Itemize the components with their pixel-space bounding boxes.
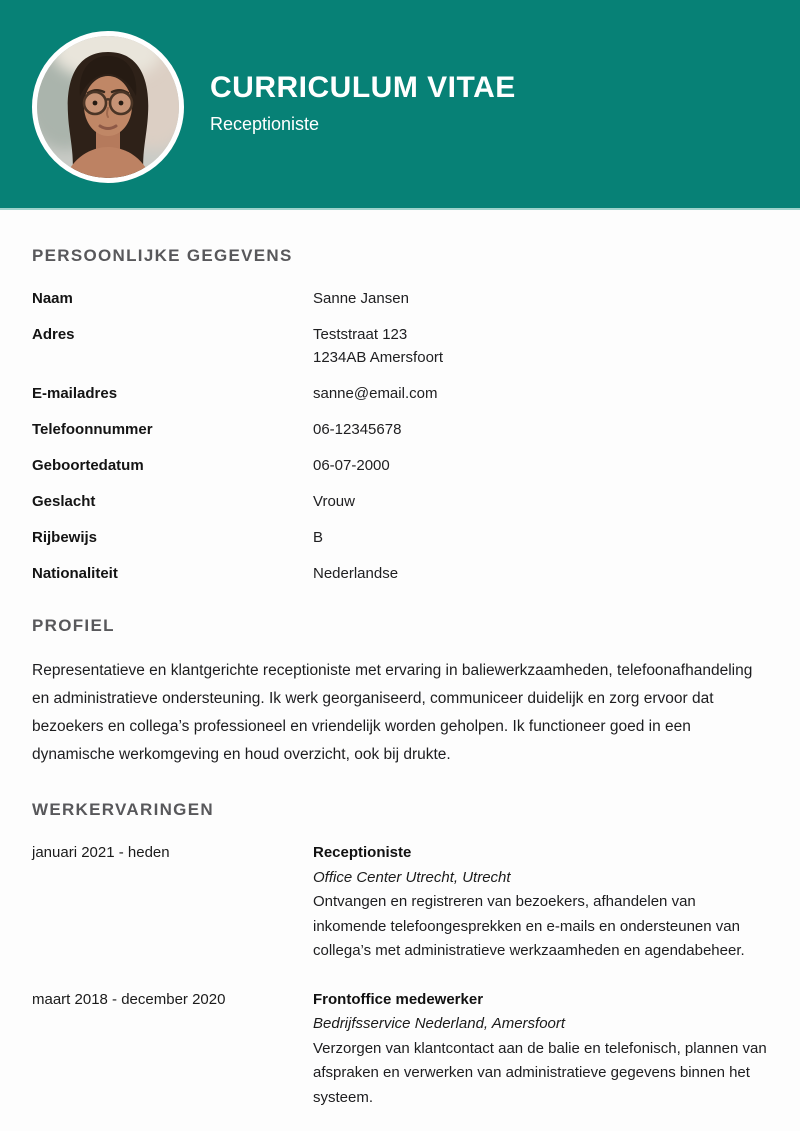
personal-row <box>32 454 768 477</box>
section-heading-profile: PROFIEL <box>32 616 115 635</box>
personal-row-value: Teststraat 123 1234AB Amersfoort <box>313 326 444 366</box>
personal-row-label: Geboortedatum <box>32 457 144 474</box>
personal-row <box>32 418 768 441</box>
section-heading-personal: PERSOONLIJKE GEGEVENS <box>32 246 293 265</box>
portrait-illustration <box>37 36 179 178</box>
experience-details <box>313 841 768 964</box>
personal-row-value: 06-12345678 <box>313 421 402 438</box>
page-title: CURRICULUM VITAE <box>210 71 516 104</box>
page-subtitle: Receptioniste <box>210 113 320 134</box>
personal-row-label: Naam <box>32 290 73 307</box>
personal-row-label: Nationaliteit <box>32 565 118 582</box>
experience-company: Office Center Utrecht, Utrecht <box>313 868 511 886</box>
personal-row-value: Sanne Jansen <box>313 290 409 307</box>
personal-row <box>32 526 768 549</box>
personal-row-value: B <box>313 529 324 546</box>
experience-description: Verzorgen van klantcontact aan de balie en telefonisch, plannen van afspraken en verwerken van administratieve gegevens binnen het systeem. <box>313 1039 767 1106</box>
section-personal <box>32 246 768 585</box>
experience-entry <box>32 988 768 1111</box>
experience-company: Bedrijfsservice Nederland, Amersfoort <box>313 1015 566 1032</box>
experience-period: januari 2021 - heden <box>32 844 170 861</box>
personal-row <box>32 490 768 513</box>
personal-row-value: Vrouw <box>313 493 355 510</box>
profile-photo <box>32 31 184 183</box>
experience-entry <box>32 841 768 964</box>
personal-row-label: Telefoonnummer <box>32 421 153 438</box>
cv-body <box>0 210 800 1110</box>
experience-description: Ontvangen en registreren van bezoekers, afhandelen van inkomende telefoongesprekken en e-mails en ondersteunen van collega’s met administratieve werkzaamheden en agendabeheer. <box>313 893 745 959</box>
personal-rows <box>32 287 768 585</box>
personal-row <box>32 287 768 310</box>
personal-row-label: Geslacht <box>32 493 96 510</box>
section-profile <box>32 616 768 769</box>
personal-row <box>32 382 768 405</box>
personal-row <box>32 323 768 369</box>
personal-row-value: 06-07-2000 <box>313 457 390 474</box>
section-experience <box>32 800 768 1110</box>
personal-row-label: E-mailadres <box>32 385 118 402</box>
header-band <box>0 0 800 210</box>
experience-role: Receptioniste <box>313 844 412 861</box>
personal-row-value: sanne@email.com <box>313 385 438 402</box>
profile-text: Representatieve en klantgerichte receptioniste met ervaring in baliewerkzaamheden, telefoonafhandeling en administratieve ondersteuning. Ik werk georganiseerd, communiceer duidelijk en zorg ervoor dat bezoekers en collega’s professioneel en vriendelijk worden geholpen. Ik functioneer goed in een dynamische werkomgeving en houd overzicht, ook bij drukte. <box>32 662 753 763</box>
personal-row-label: Rijbewijs <box>32 529 98 546</box>
header-text <box>210 72 516 135</box>
experience-entries <box>32 841 768 1110</box>
personal-row-label: Adres <box>32 326 75 343</box>
section-heading-experience: WERKERVARINGEN <box>32 800 214 819</box>
experience-period: maart 2018 - december 2020 <box>32 990 226 1008</box>
experience-role: Frontoffice medewerker <box>313 990 484 1008</box>
personal-row-value: Nederlandse <box>313 565 399 582</box>
experience-details <box>313 988 768 1111</box>
personal-row <box>32 562 768 585</box>
